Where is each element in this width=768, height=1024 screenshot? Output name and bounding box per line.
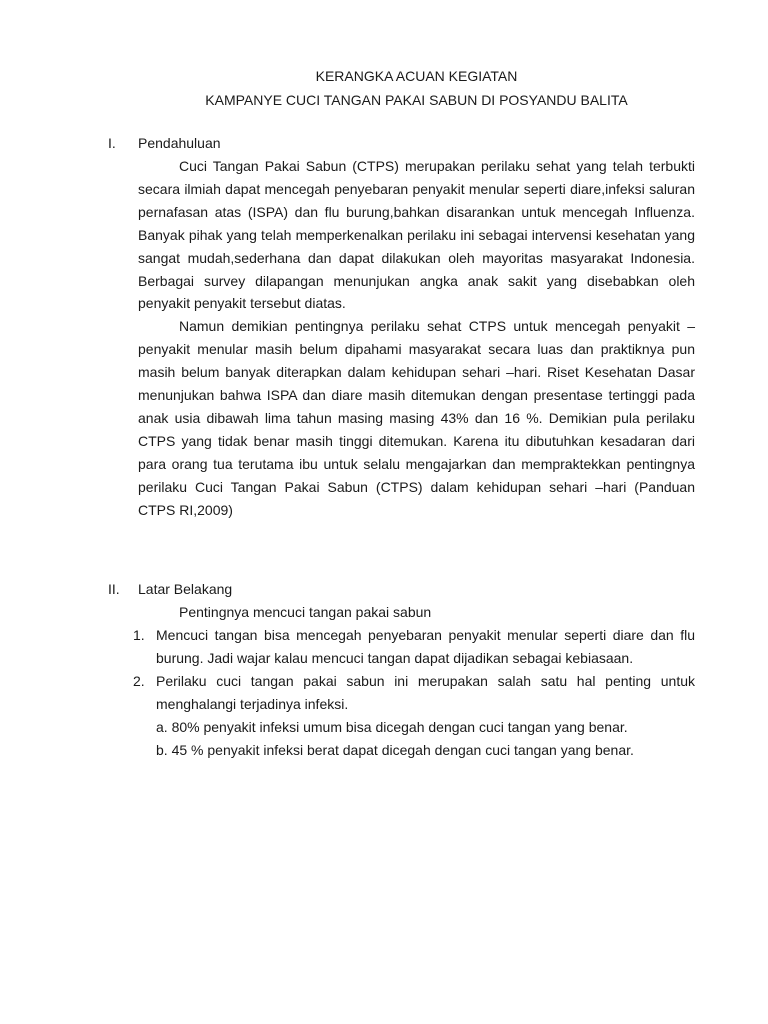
section-number: II. <box>108 580 120 597</box>
section-title: Latar Belakang <box>138 580 233 597</box>
list-item-text: Perilaku cuci tangan pakai sabun ini merupakan salah satu hal penting untuk menghalangi terjadinya infeksi. <box>156 672 695 712</box>
section-header <box>108 578 695 601</box>
document-title-block <box>138 64 695 112</box>
sub-list-item: a. 80% penyakit infeksi umum bisa dicegah dengan cuci tangan yang benar. <box>156 718 628 735</box>
list-item <box>108 670 695 762</box>
section-pendahuluan <box>108 132 695 522</box>
section-header <box>108 132 695 155</box>
section-number: I. <box>108 135 116 151</box>
paragraph: Namun demikian pentingnya perilaku sehat CTPS untuk mencegah penyakit – penyakit menular masih belum dipahami masyarakat secara luas dan praktiknya pun masih belum banyak diterapkan dalam kehidupan sehari –hari. Riset Kesehatan Dasar menunjukan bahwa ISPA dan diare masih ditemukan dengan presentase tertinggi pada anak usia dibawah lima tahun masing masing 43% dan 16 %. Demikian pula perilaku CTPS yang tidak benar masih tinggi ditemukan. Karena itu dibutuhkan kesadaran dari para orang tua terutama ibu untuk selalu mengajarkan dan mempraktekkan pentingnya perilaku Cuci Tangan Pakai Sabun (CTPS) dalam kehidupan sehari –hari (Panduan CTPS RI,2009) <box>138 318 695 518</box>
section-title: Pendahuluan <box>138 135 221 151</box>
section-latar-belakang <box>108 578 695 762</box>
numbered-list <box>108 624 695 762</box>
list-item-number: 1. <box>133 626 145 643</box>
list-item <box>108 624 695 670</box>
section-subheading: Pentingnya mencuci tangan pakai sabun <box>179 603 432 620</box>
list-item-text: Mencuci tangan bisa mencegah penyebaran penyakit menular seperti diare dan flu burung. Jadi wajar kalau mencuci tangan dapat dijadikan sebagai kebiasaan. <box>156 626 695 666</box>
paragraph: Cuci Tangan Pakai Sabun (CTPS) merupakan perilaku sehat yang telah terbukti secara ilmiah dapat mencegah penyebaran penyakit menular seperti diare,infeksi saluran pernafasan atas (ISPA) dan flu burung,bahkan disarankan untuk mencegah Influenza. Banyak pihak yang telah memperkenalkan perilaku ini sebagai intervensi kesehatan yang sangat mudah,sederhana dan dapat dilakukan oleh mayoritas masyarakat Indonesia. Berbagai survey dilapangan menunjukan angka anak sakit yang disebabkan oleh penyakit penyakit tersebut diatas. <box>138 158 695 312</box>
document-subtitle: KAMPANYE CUCI TANGAN PAKAI SABUN DI POSYANDU BALITA <box>205 92 628 108</box>
list-item-number: 2. <box>133 672 145 689</box>
sub-list-item: b. 45 % penyakit infeksi berat dapat dicegah dengan cuci tangan yang benar. <box>156 741 634 758</box>
document-title: KERANGKA ACUAN KEGIATAN <box>315 68 518 84</box>
